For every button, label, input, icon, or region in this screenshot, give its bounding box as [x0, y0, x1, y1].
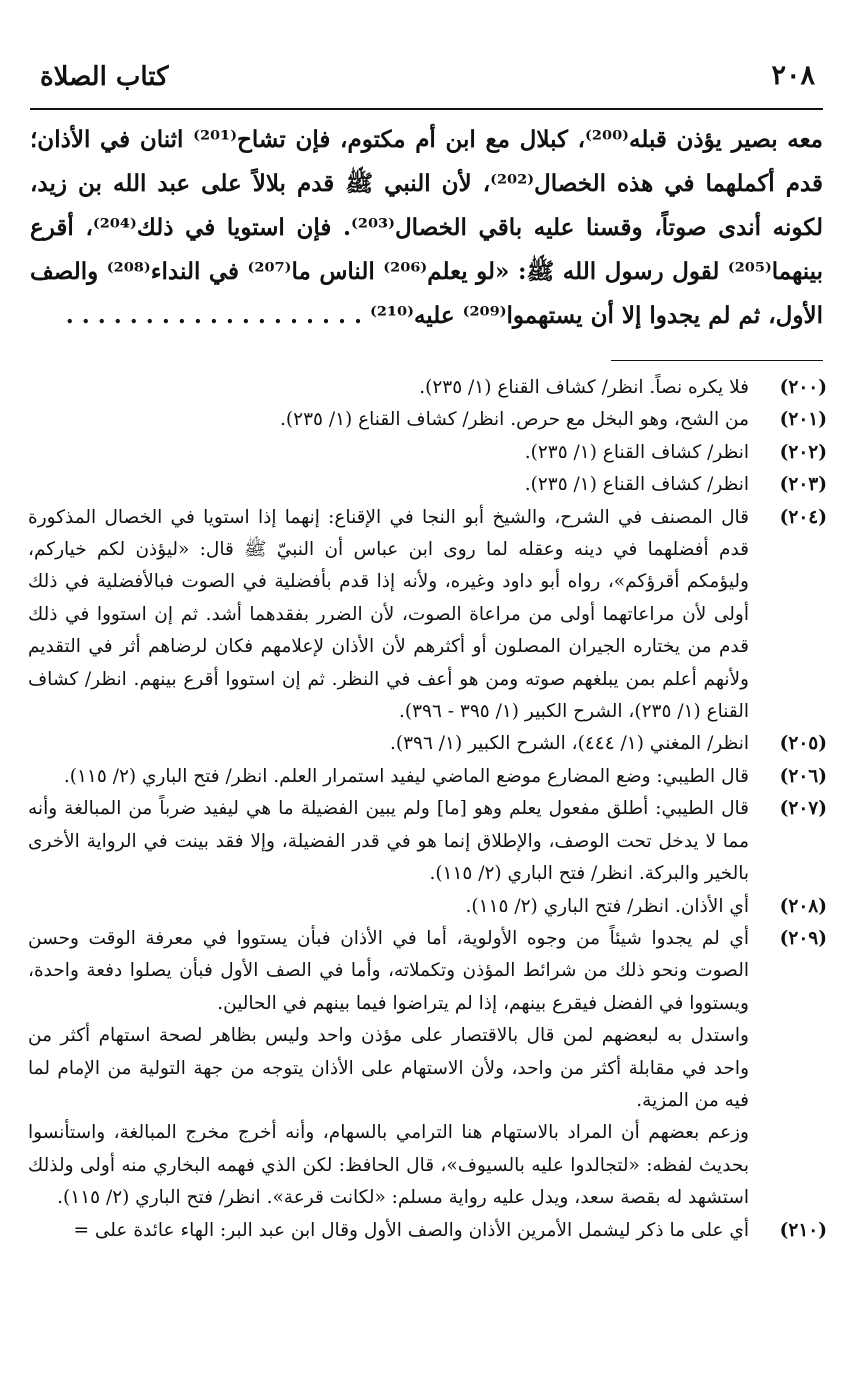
footnote-number: (٢٠٦) [779, 765, 827, 787]
footnotes [28, 372, 827, 1247]
footnote-body [28, 469, 749, 501]
footnote-paragraph: انظر/ كشاف القناع (١/ ٢٣٥). [524, 474, 749, 496]
main-text [30, 118, 823, 338]
footnote [28, 1215, 827, 1247]
footnote-paragraph: أي على ما ذكر ليشمل الأمرين الأذان والصف الأول وقال ابن عبد البر: الهاء عائدة على = [73, 1219, 749, 1241]
footnote-body [28, 372, 749, 404]
footnote-paragraph: من الشح، وهو البخل مع حرص. انظر/ كشاف القناع (١/ ٢٣٥). [280, 409, 749, 431]
footnote-body [28, 437, 749, 469]
footnote-paragraph: انظر/ كشاف القناع (١/ ٢٣٥). [524, 441, 749, 463]
footnote [28, 372, 827, 404]
footnote [28, 437, 827, 469]
footnote [28, 502, 827, 729]
footnote-number: (٢١٠) [779, 1219, 827, 1241]
footnote-paragraph: انظر/ المغني (١/ ٤٤٤)، الشرح الكبير (١/ ٣٩٦). [390, 733, 749, 755]
footnote [28, 404, 827, 436]
footnote-number: (٢٠٠) [779, 377, 827, 398]
footnote [28, 923, 827, 1215]
footnote-paragraph: قال المصنف في الشرح، والشيخ أبو النجا في الإقناع: إنهما إذا استويا في الخصال المذكورة قدم أفضلهما في دينه وعقله لما روى ابن عباس أن النبيّ ﷺ قال: «ليؤذن لكم خياركم، وليؤمكم أقرؤكم»، رواه أبو داود وغيره، ولأنه إذا قدم بأفضلية في الصوت فبالأفضلية في ذلك أولى لأن مراعاتهما أولى من مراعاة الصوت، لأن الضرر بفقدهما أشد. ثم إن استووا في ذلك قدم من يختاره الجيران المصلون أو أكثرهم لأن الأذان لإعلامهم فكان لرضاهم أثر في التقديم ولأنهم أعلم بمن يبلغهم صوته ومن هو أعف في النظر. ثم إن استووا أقرع بينهم. انظر/ كشاف القناع (١/ ٢٣٥)، الشرح الكبير (١/ ٣٩٥ - ٣٩٦). [28, 506, 749, 723]
footnote-body [28, 502, 749, 729]
footnote-body [28, 1215, 749, 1247]
footnote-body [28, 404, 749, 436]
footnote-paragraph: وزعم بعضهم أن المراد بالاستهام هنا الترامي بالسهام، وأنه أخرج مخرج المبالغة، واستأنسوا بحديث لفظه: «لتجالدوا عليه بالسيوف»، قال الحافظ: لكن الذي فهمه البخاري منه أولى ولذلك استشهد له بقصة سعد، ويدل عليه رواية مسلم: «لكانت قرعة». انظر/ فتح الباري (٢/ ١١٥). [28, 1122, 749, 1209]
footnote-body [28, 761, 749, 793]
footnote-number: (٢٠٩) [779, 927, 827, 949]
footnote-number: (٢٠٤) [779, 506, 827, 528]
footnote-paragraph: قال الطيبي: أطلق مفعول يعلم وهو [ما] ولم يبين الفضيلة ما هي ليفيد ضرباً من المبالغة وأنه مما لا يدخل تحت الوصف، والإطلاق إنما هو في قدر الفضيلة، وإلا فقد بينت في الرواية الأخرى بالخير والبركة. انظر/ فتح الباري (٢/ ١١٥). [28, 798, 749, 885]
footnote-number: (٢٠٢) [779, 441, 827, 463]
footnote-number: (٢٠٧) [779, 798, 827, 820]
header-rule [30, 108, 823, 110]
footnote [28, 761, 827, 793]
footnote-paragraph: قال الطيبي: وضع المضارع موضع الماضي ليفيد استمرار العلم. انظر/ فتح الباري (٢/ ١١٥). [63, 765, 749, 787]
footnote-body [28, 891, 749, 923]
ellipsis-dots: . . . . . . . . . . . . . . . . . . . [65, 302, 363, 329]
footnote-body [28, 793, 749, 890]
footnote-body [28, 923, 749, 1215]
footnote [28, 469, 827, 501]
footnote-rule [611, 360, 823, 361]
footnote-number: (٢٠٨) [779, 895, 827, 917]
footnote-paragraph: فلا يكره نصاً. انظر/ كشاف القناع (١/ ٢٣٥). [419, 377, 749, 398]
footnote-paragraph: واستدل به لبعضهم لمن قال بالاقتصار على مؤذن واحد وليس بظاهر لصحة استهام أكثر من واحد في مقابلة أكثر من واحد، ولأن الاستهام على الأذان يتوجه من جهة التولية من الإمام لما فيه من المزية. [28, 1025, 749, 1111]
running-header-title: كتاب الصلاة [40, 62, 169, 92]
footnote-body [28, 728, 749, 760]
footnote [28, 793, 827, 890]
main-paragraph-text: معه بصير يؤذن قبله⁽²⁰⁰⁾، كبلال مع ابن أم مكتوم، فإن تشاح⁽²⁰¹⁾ اثنان في الأذان؛ قدم أكملهما في هذه الخصال⁽²⁰²⁾، لأن النبي ﷺ قدم بلالاً على عبد الله بن زيد، لكونه أندى صوتاً، وقسنا عليه باقي الخصال⁽²⁰³⁾. فإن استويا في ذلك⁽²⁰⁴⁾، أقرع بينهما⁽²⁰⁵⁾ لقول رسول الله ﷺ: «لو يعلم⁽²⁰⁶⁾ الناس ما⁽²⁰⁷⁾ في النداء⁽²⁰⁸⁾ والصف الأول، ثم لم يجدوا إلا أن يستهموا⁽²⁰⁹⁾ عليه⁽²¹⁰⁾ [30, 126, 824, 329]
page-number: ٢٠٨ [771, 60, 815, 91]
footnote [28, 728, 827, 760]
footnote-paragraph: أي لم يجدوا شيئاً من وجوه الأولوية، أما في الأذان فبأن يستووا في معرفة الوقت وحسن الصوت ونحو ذلك من شرائط المؤذن وتكملاته، وأما في الصف الأول فبأن يصلوا دفعة واحدة، ويستووا في الفضل فيقرع بينهم، إذا لم يتراضوا فيما بينهم في الحالين. [28, 927, 749, 1014]
footnote-number: (٢٠١) [779, 409, 827, 431]
main-paragraph [30, 118, 823, 338]
footnote-number: (٢٠٥) [779, 733, 827, 755]
footnote [28, 891, 827, 923]
footnote-paragraph: أي الأذان. انظر/ فتح الباري (٢/ ١١٥). [465, 895, 749, 917]
footnote-number: (٢٠٣) [779, 474, 827, 496]
